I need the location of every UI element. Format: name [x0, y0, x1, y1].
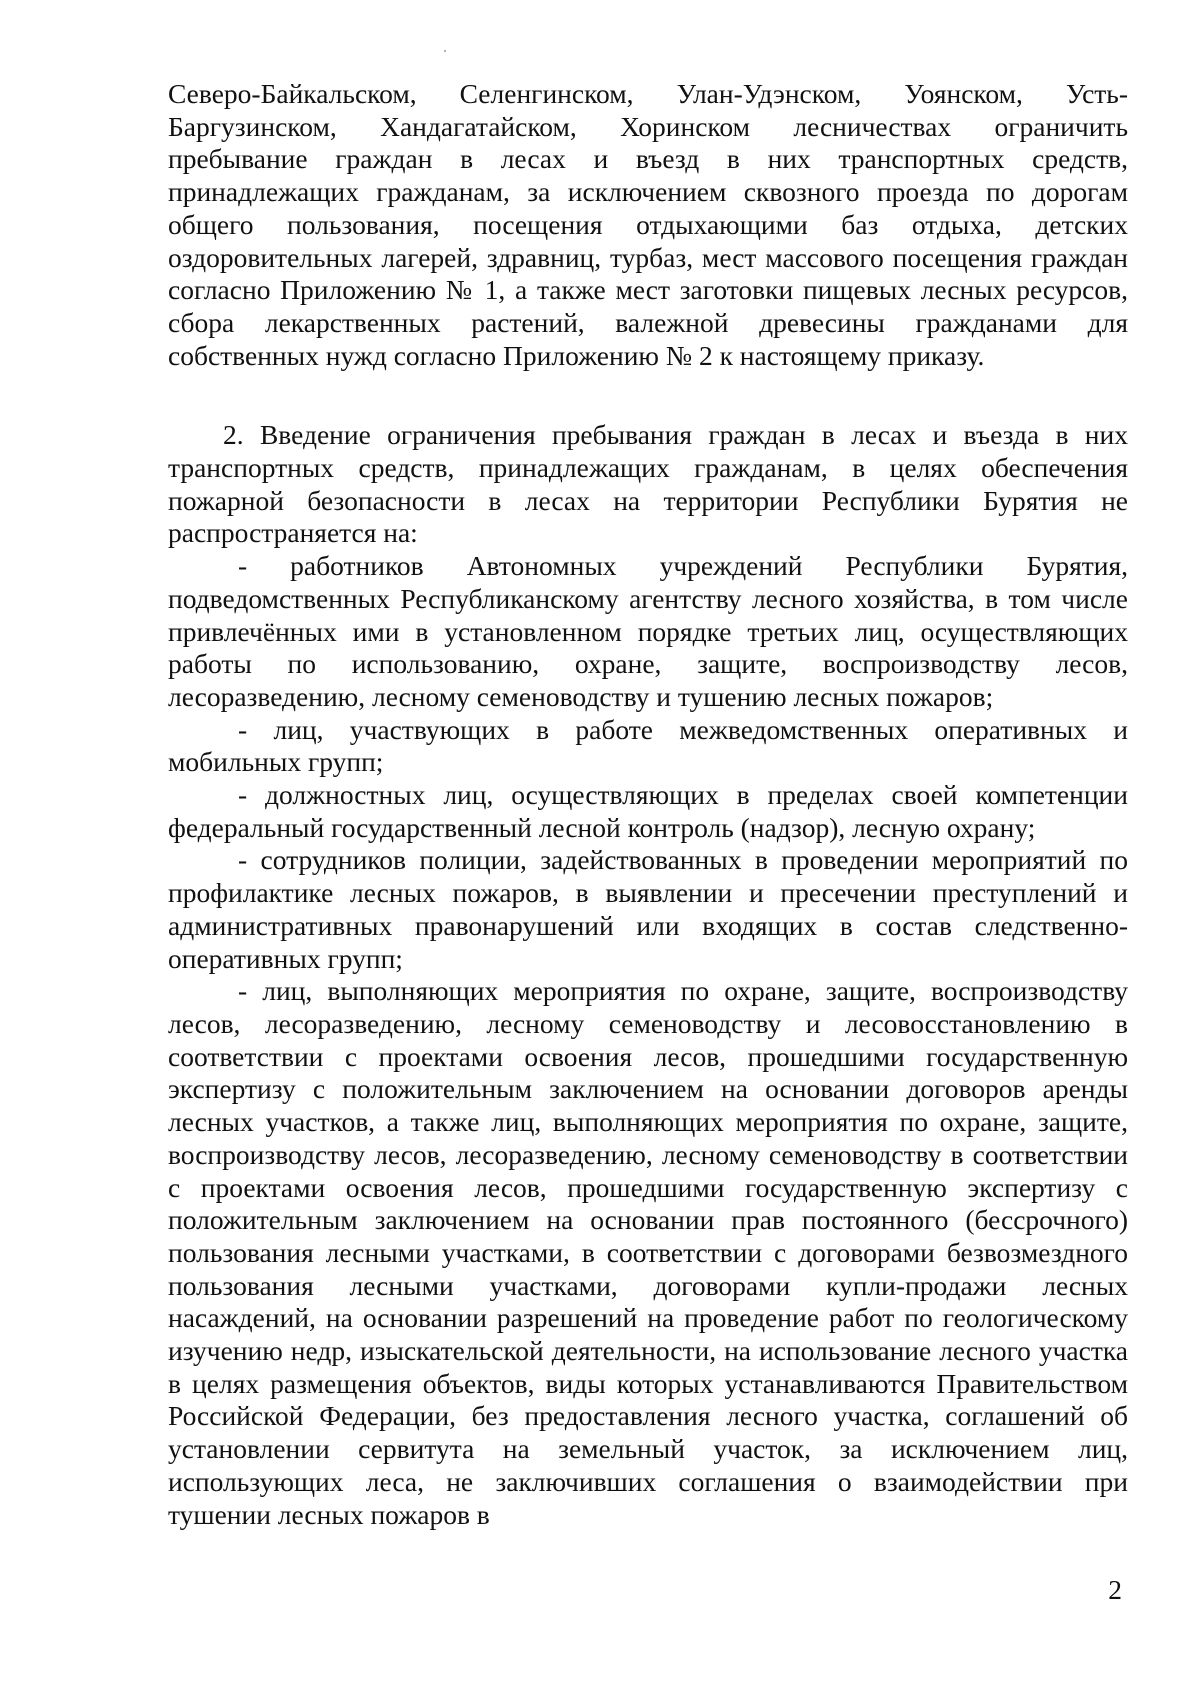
paragraph-continuation: Северо-Байкальском, Селенгинском, Улан-Удэнском, Уоянском, Усть-Баргузинском, Хандагатайском, Хоринском лесничествах ограничить пребывание граждан в лесах и въезд в них транспортных средств, принадлежащих гражданам, за исключением сквозного проезда по дорогам общего пользования, посещения отдыхающими баз отдыха, детских оздоровительных лагерей, здравниц, турбаз, мест массового посещения граждан согласно Приложению № 1, а также мест заготовки пищевых лесных ресурсов, сбора лекарственных растений, валежной древесины гражданами для собственных нужд согласно Приложению № 2 к настоящему приказу.: [168, 78, 1128, 371]
list-item-forest-measures: - лиц, выполняющих мероприятия по охране, защите, воспроизводству лесов, лесоразведению, лесному семеноводству и лесовосстановлению в соответствии с проектами освоения лесов, прошедшими государственную экспертизу с положительным заключением на основании договоров аренды лесных участков, а также лиц, выполняющих мероприятия по охране, защите, воспроизводству лесов, лесоразведению, лесному семеноводству в соответствии с проектами освоения лесов, прошедшими государственную экспертизу с положительным заключением на основании прав постоянного (бессрочного) пользования лесными участками, в соответствии с договорами безвозмездного пользования лесными участками, договорами купли-продажи лесных насаждений, на основании разрешений на проведение работ по геологическому изучению недр, изыскательской деятельности, на использование лесного участка в целях размещения объектов, виды которых устанавливаются Правительством Российской Федерации, без предоставления лесного участка, соглашений об установлении сервитута на земельный участок, за исключением лиц, использующих леса, не заключивших соглашения о взаимодействии при тушении лесных пожаров в: [168, 975, 1128, 1530]
paragraph-gap: [168, 372, 1128, 419]
list-item-police: - сотрудников полиции, задействованных в проведении мероприятий по профилактике лесных пожаров, в выявлении и пресечении преступлений и административных правонарушений или входящих в состав следственно-оперативных групп;: [168, 844, 1128, 974]
list-item-officials: - должностных лиц, осуществляющих в пределах своей компетенции федеральный государственный лесной контроль (надзор), лесную охрану;: [168, 779, 1128, 843]
page-number: 2: [1108, 1574, 1122, 1605]
list-item-autonomous-workers: - работников Автономных учреждений Республики Бурятия, подведомственных Республиканскому агентству лесного хозяйства, в том числе привлечённых ими в установленном порядке третьих лиц, осуществляющих работы по использованию, охране, защите, воспроизводству лесов, лесоразведению, лесному семеноводству и тушению лесных пожаров;: [168, 550, 1128, 712]
scan-speck: [444, 50, 446, 52]
document-page: [168, 78, 1128, 1531]
paragraph-section-2-intro: 2. Введение ограничения пребывания граждан в лесах и въезда в них транспортных средств, принадлежащих гражданам, в целях обеспечения пожарной безопасности в лесах на территории Республики Бурятия не распространяется на:: [168, 419, 1128, 549]
list-item-mobile-groups: - лиц, участвующих в работе межведомственных оперативных и мобильных групп;: [168, 713, 1128, 778]
